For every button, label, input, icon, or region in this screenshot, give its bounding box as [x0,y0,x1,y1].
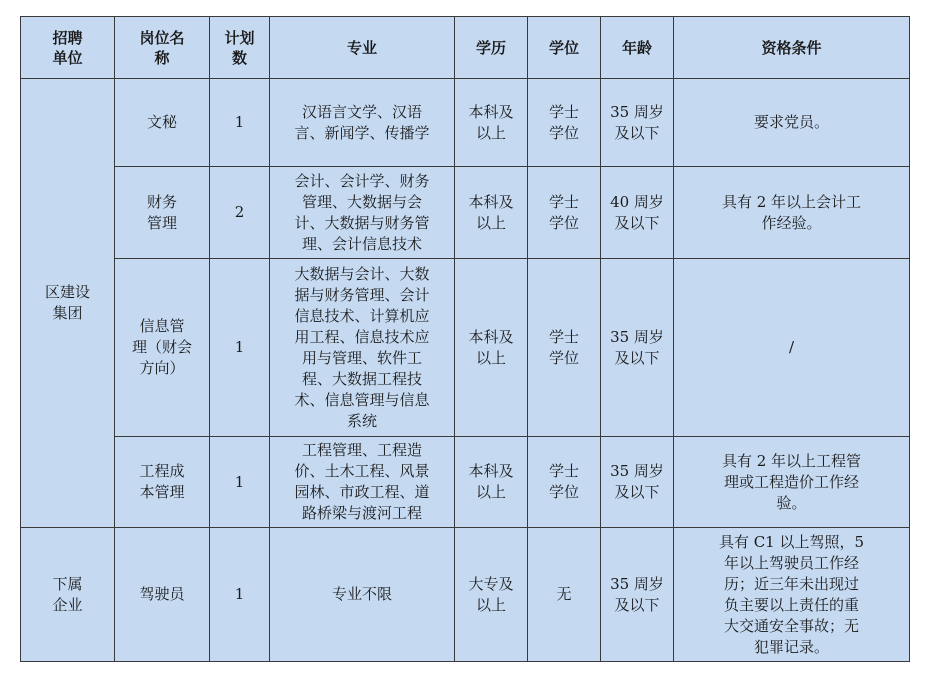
unit-cell: 区建设 集团 [21,79,115,528]
major-cell: 大数据与会计、大数 据与财务管理、会计 信息技术、计算机应 用工程、信息技术应 用与管理、软件工 程、大数据工程技 术、信息管理与信息 系统 [270,259,455,437]
age-cell: 40 周岁 及以下 [601,167,674,259]
requirements-cell: 要求党员。 [674,79,910,167]
degree-cell: 学士 学位 [528,79,601,167]
header-position: 岗位名 称 [115,17,210,79]
age-cell: 35 周岁 及以下 [601,437,674,528]
age-cell: 35 周岁 及以下 [601,259,674,437]
degree-cell: 学士 学位 [528,259,601,437]
header-count: 计划 数 [210,17,270,79]
education-cell: 本科及 以上 [455,79,528,167]
position-cell: 信息管 理（财会 方向） [115,259,210,437]
unit-cell: 下属 企业 [21,528,115,662]
education-cell: 本科及 以上 [455,437,528,528]
header-education: 学历 [455,17,528,79]
education-cell: 本科及 以上 [455,167,528,259]
count-cell: 2 [210,167,270,259]
table-row [21,167,910,259]
recruitment-table [20,16,910,662]
count-cell: 1 [210,79,270,167]
table-row [21,259,910,437]
age-cell: 35 周岁 及以下 [601,528,674,662]
table-row [21,528,910,662]
header-row [21,17,910,79]
position-cell: 文秘 [115,79,210,167]
header-major: 专业 [270,17,455,79]
degree-cell: 无 [528,528,601,662]
count-cell: 1 [210,259,270,437]
table-row [21,79,910,167]
major-cell: 专业不限 [270,528,455,662]
education-cell: 大专及 以上 [455,528,528,662]
header-degree: 学位 [528,17,601,79]
requirements-cell: 具有 2 年以上会计工 作经验。 [674,167,910,259]
position-cell: 驾驶员 [115,528,210,662]
major-cell: 会计、会计学、财务 管理、大数据与会 计、大数据与财务管 理、会计信息技术 [270,167,455,259]
header-unit: 招聘 单位 [21,17,115,79]
requirements-cell: 具有 C1 以上驾照，5 年以上驾驶员工作经 历；近三年未出现过 负主要以上责任的重 大交通安全事故；无 犯罪记录。 [674,528,910,662]
degree-cell: 学士 学位 [528,167,601,259]
header-age: 年龄 [601,17,674,79]
education-cell: 本科及 以上 [455,259,528,437]
major-cell: 工程管理、工程造 价、土木工程、风景 园林、市政工程、道 路桥梁与渡河工程 [270,437,455,528]
requirements-cell: / [674,259,910,437]
count-cell: 1 [210,437,270,528]
header-requirements: 资格条件 [674,17,910,79]
degree-cell: 学士 学位 [528,437,601,528]
position-cell: 工程成 本管理 [115,437,210,528]
age-cell: 35 周岁 及以下 [601,79,674,167]
position-cell: 财务 管理 [115,167,210,259]
count-cell: 1 [210,528,270,662]
major-cell: 汉语言文学、汉语 言、新闻学、传播学 [270,79,455,167]
table-row [21,437,910,528]
requirements-cell: 具有 2 年以上工程管 理或工程造价工作经 验。 [674,437,910,528]
